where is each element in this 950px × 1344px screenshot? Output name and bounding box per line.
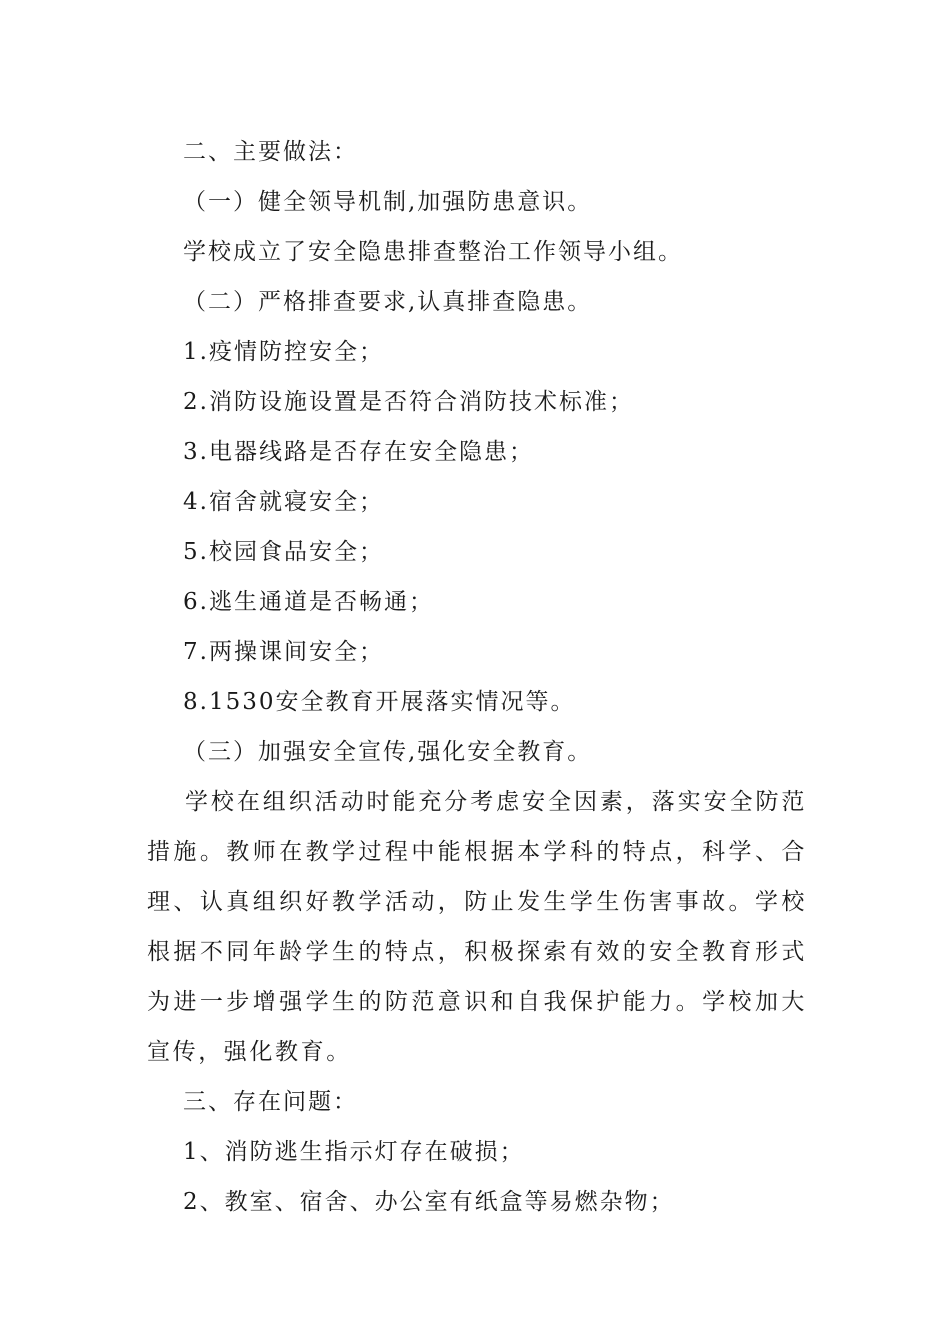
- list-item: 3.电器线路是否存在安全隐患；: [183, 439, 534, 465]
- list-item: 5.校园食品安全；: [183, 539, 384, 565]
- sub1-text: 学校成立了安全隐患排查整治工作领导小组。: [183, 239, 683, 265]
- sub3-paragraph: 学校在组织活动时能充分考虑安全因素，落实安全防范措施。教师在教学过程中能根据本学科的特点，科学、合理、认真组织好教学活动，防止发生学生伤害事故。学校根据不同年龄学生的特点，积极探索有效的安全教育形式为进一步增强学生的防范意识和自我保护能力。学校加大宣传，强化教育。: [147, 789, 807, 1065]
- list-item: 7.两操课间安全；: [183, 639, 384, 665]
- section2-heading: 二、主要做法：: [183, 139, 358, 165]
- list-item: 4.宿舍就寝安全；: [183, 489, 384, 515]
- sub2-heading: （二）严格排查要求,认真排查隐患。: [183, 289, 593, 315]
- sub3-heading: （三）加强安全宣传,强化安全教育。: [183, 739, 593, 765]
- section3-heading: 三、存在问题：: [183, 1089, 358, 1115]
- list-item: 2、教室、宿舍、办公室有纸盒等易燃杂物；: [183, 1189, 675, 1215]
- list-item: 2.消防设施设置是否符合消防技术标准；: [183, 389, 634, 415]
- sub1-heading: （一）健全领导机制,加强防患意识。: [183, 189, 593, 215]
- list-item: 1、消防逃生指示灯存在破损；: [183, 1139, 525, 1165]
- list-item: 1.疫情防控安全；: [183, 339, 384, 365]
- list-item: 6.逃生通道是否畅通；: [183, 589, 434, 615]
- list-item: 8.1530安全教育开展落实情况等。: [183, 689, 576, 715]
